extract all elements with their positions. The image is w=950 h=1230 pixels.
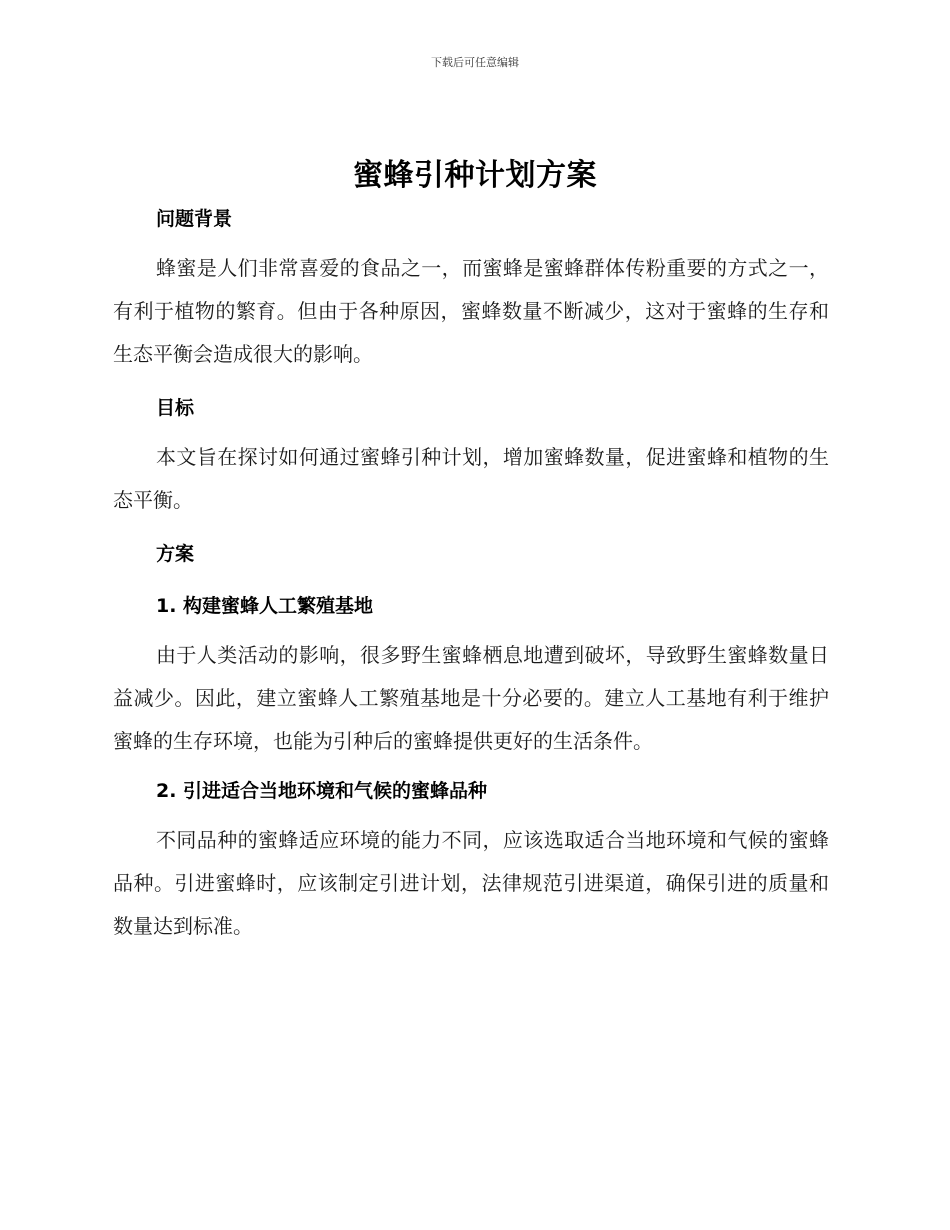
section-heading-goal: 目标 [156,397,195,419]
document-title: 蜜蜂引种计划方案 [353,158,597,193]
section-text-background: 蜂蜜是人们非常喜爱的食品之一，而蜜蜂是蜜蜂群体传粉重要的方式之一，有利于植物的繁育。但由于各种原因，蜜蜂数量不断减少，这对于蜜蜂的生存和生态平衡会造成很大的影响。 [113,256,829,366]
plan-item-1-text: 由于人类活动的影响，很多野生蜜蜂栖息地遭到破坏，导致野生蜜蜂数量日益减少。因此，建立蜜蜂人工繁殖基地是十分必要的。建立人工基地有利于维护蜜蜂的生存环境，也能为引种后的蜜蜂提供更好的生活条件。 [113,643,829,753]
plan-item-2-heading: 2. 引进适合当地环境和气候的蜜蜂品种 [156,780,488,802]
header-note: 下载后可任意编辑 [431,56,519,69]
document-body [113,203,829,948]
section-heading-plan: 方案 [156,543,195,565]
section-text-goal: 本文旨在探讨如何通过蜜蜂引种计划，增加蜜蜂数量，促进蜜蜂和植物的生态平衡。 [113,445,829,512]
plan-item-2-text: 不同品种的蜜蜂适应环境的能力不同，应该选取适合当地环境和气候的蜜蜂品种。引进蜜蜂时，应该制定引进计划，法律规范引进渠道，确保引进的质量和数量达到标准。 [113,828,829,938]
section-heading-background: 问题背景 [156,208,233,230]
plan-item-1-heading: 1. 构建蜜蜂人工繁殖基地 [156,595,374,617]
